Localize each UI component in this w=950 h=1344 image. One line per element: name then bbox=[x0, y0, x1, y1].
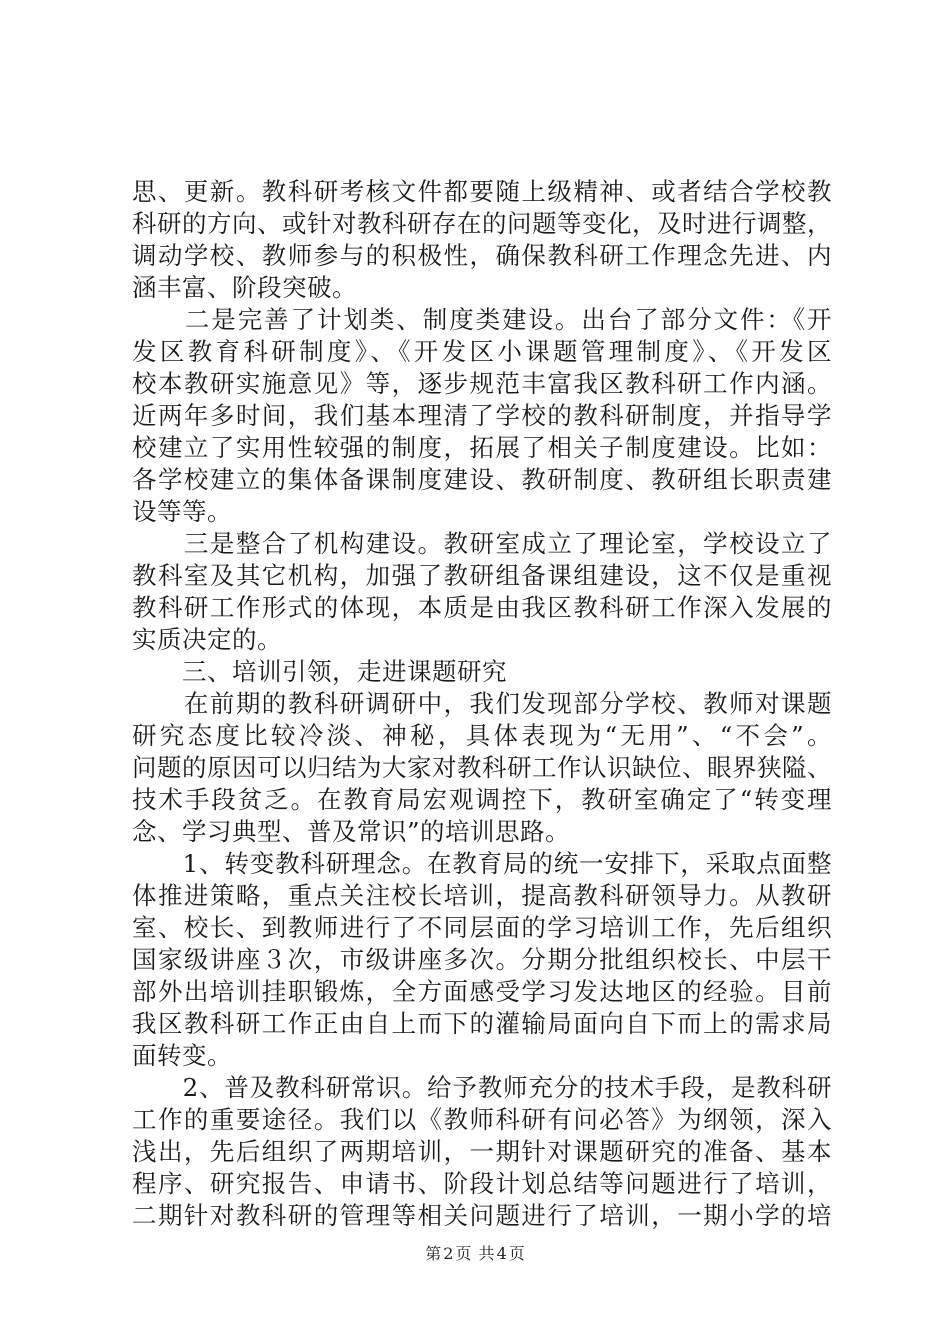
text-line: 体推进策略，重点关注校长培训，提高教科研领导力。从教研 bbox=[132, 881, 832, 910]
text-line: 问题的原因可以归结为大家对教科研工作认识缺位、眼界狭隘、 bbox=[132, 753, 832, 782]
text-line: 发区教育科研制度》、《开发区小课题管理制度》、《开发区 bbox=[132, 337, 832, 366]
text-line: 调动学校、教师参与的积极性，确保教科研工作理念先进、内 bbox=[132, 241, 832, 270]
page-prefix: 第 bbox=[425, 1244, 442, 1263]
text-line: 校建立了实用性较强的制度，拓展了相关子制度建设。比如： bbox=[132, 433, 832, 462]
text-line: 思、更新。教科研考核文件都要随上级精神、或者结合学校教 bbox=[132, 177, 832, 206]
text-line: 面转变。 bbox=[132, 1041, 232, 1070]
text-line: 部外出培训挂职锻炼，全方面感受学习发达地区的经验。目前 bbox=[132, 977, 832, 1006]
text-line: 我区教科研工作正由自上而下的灌输局面向自下而上的需求局 bbox=[132, 1009, 832, 1038]
text-line: 念、学习典型、普及常识”的培训思路。 bbox=[132, 817, 571, 846]
text-line: 2、普及教科研常识。给予教师充分的技术手段，是教科研 bbox=[132, 1073, 832, 1102]
text-line: 校本教研实施意见》等，逐步规范丰富我区教科研工作内涵。 bbox=[132, 369, 832, 398]
text-line: 三、培训引领，走进课题研究 bbox=[132, 657, 507, 686]
total-unit: 页 bbox=[508, 1244, 525, 1263]
page-footer bbox=[0, 1244, 950, 1264]
text-line: 涵丰富、阶段突破。 bbox=[132, 273, 357, 302]
text-line: 二期针对教科研的管理等相关问题进行了培训，一期小学的培 bbox=[132, 1201, 832, 1230]
text-line: 研究态度比较冷淡、神秘，具体表现为“无用”、“不会”。 bbox=[132, 721, 832, 750]
text-line: 浅出，先后组织了两期培训，一期针对课题研究的准备、基本 bbox=[132, 1137, 832, 1166]
text-line: 程序、研究报告、申请书、阶段计划总结等问题进行了培训， bbox=[132, 1169, 832, 1198]
text-line: 设等等。 bbox=[132, 497, 232, 526]
page-number: 2 bbox=[443, 1244, 454, 1263]
text-line: 教科研工作形式的体现，本质是由我区教科研工作深入发展的 bbox=[132, 593, 832, 622]
text-line: 近两年多时间，我们基本理清了学校的教科研制度，并指导学 bbox=[132, 401, 832, 430]
text-line: 1、转变教科研理念。在教育局的统一安排下，采取点面整 bbox=[132, 849, 832, 878]
text-line: 二是完善了计划类、制度类建设。出台了部分文件：《开 bbox=[132, 305, 832, 334]
text-line: 国家级讲座３次，市级讲座多次。分期分批组织校长、中层干 bbox=[132, 945, 832, 974]
text-line: 三是整合了机构建设。教研室成立了理论室，学校设立了 bbox=[132, 529, 832, 558]
total-pages: 4 bbox=[496, 1244, 507, 1263]
text-line: 科研的方向、或针对教科研存在的问题等变化，及时进行调整， bbox=[132, 209, 832, 238]
text-line: 在前期的教科研调研中，我们发现部分学校、教师对课题 bbox=[132, 689, 832, 718]
document-body bbox=[132, 176, 832, 1232]
text-line: 各学校建立的集体备课制度建设、教研制度、教研组长职责建 bbox=[132, 465, 832, 494]
text-line: 技术手段贫乏。在教育局宏观调控下，教研室确定了“转变理 bbox=[132, 785, 832, 814]
text-line: 室、校长、到教师进行了不同层面的学习培训工作，先后组织 bbox=[132, 913, 832, 942]
page-unit: 页 bbox=[455, 1244, 472, 1263]
total-prefix: 共 bbox=[478, 1244, 495, 1263]
text-line: 教科室及其它机构，加强了教研组备课组建设，这不仅是重视 bbox=[132, 561, 832, 590]
text-line: 实质决定的。 bbox=[132, 625, 282, 654]
text-line: 工作的重要途径。我们以《教师科研有问必答》为纲领，深入 bbox=[132, 1105, 832, 1134]
